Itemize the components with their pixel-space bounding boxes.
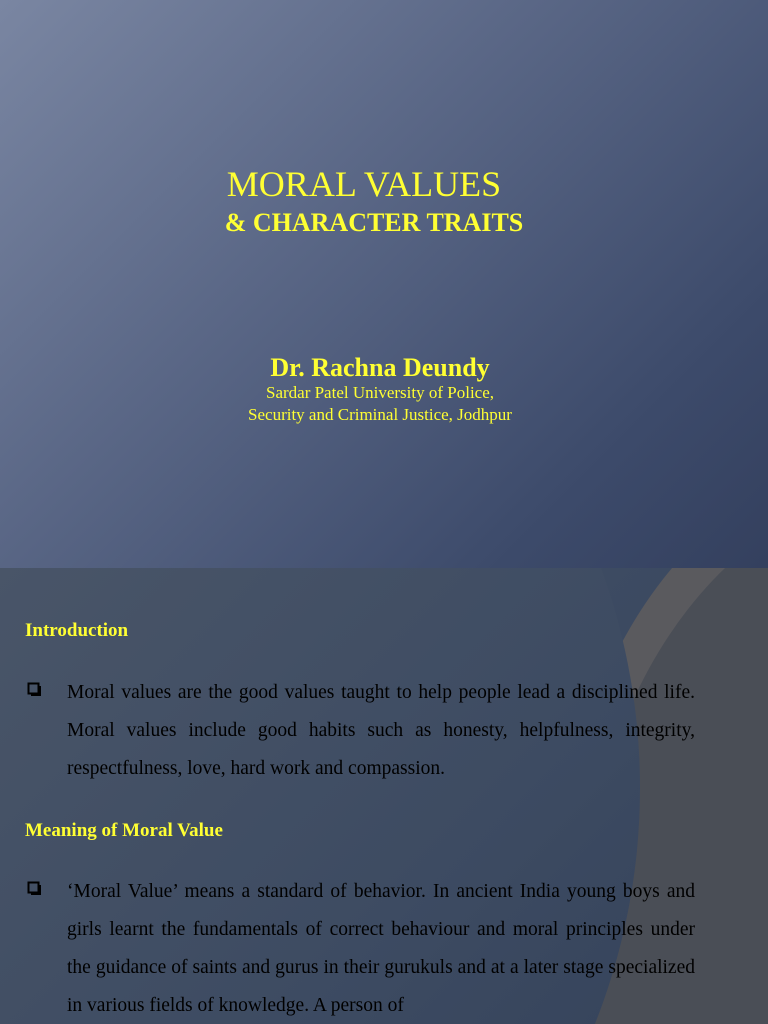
- introduction-heading: Introduction: [25, 620, 129, 641]
- hollow-square-bullet-icon: [27, 881, 41, 895]
- meaning-paragraph: ‘Moral Value’ means a standard of behavior. In ancient India young boys and girls learnt the fundamentals of correct behaviour and moral principles under the guidance of saints and gurus in their gurukuls and at a later stage specialized in various fields of knowledge. A person of: [67, 881, 695, 1016]
- introduction-paragraph: Moral values are the good values taught to help people lead a disciplined life. Moral values include good habits such as honesty, helpfulness, integrity, respectfulness, love, hard work and compassion.: [67, 682, 695, 779]
- content-slide: [0, 568, 768, 1024]
- author-affiliation: [0, 382, 760, 426]
- slide-subtitle: & CHARACTER TRAITS: [224, 208, 524, 237]
- author-name: Dr. Rachna Deundy: [270, 353, 490, 382]
- slide-title: MORAL VALUES: [226, 164, 502, 204]
- affiliation-line-1: Sardar Patel University of Police,: [265, 383, 495, 402]
- hollow-square-bullet-icon: [27, 682, 41, 696]
- meaning-heading: Meaning of Moral Value: [25, 820, 223, 841]
- affiliation-line-2: Security and Criminal Justice, Jodhpur: [248, 405, 512, 424]
